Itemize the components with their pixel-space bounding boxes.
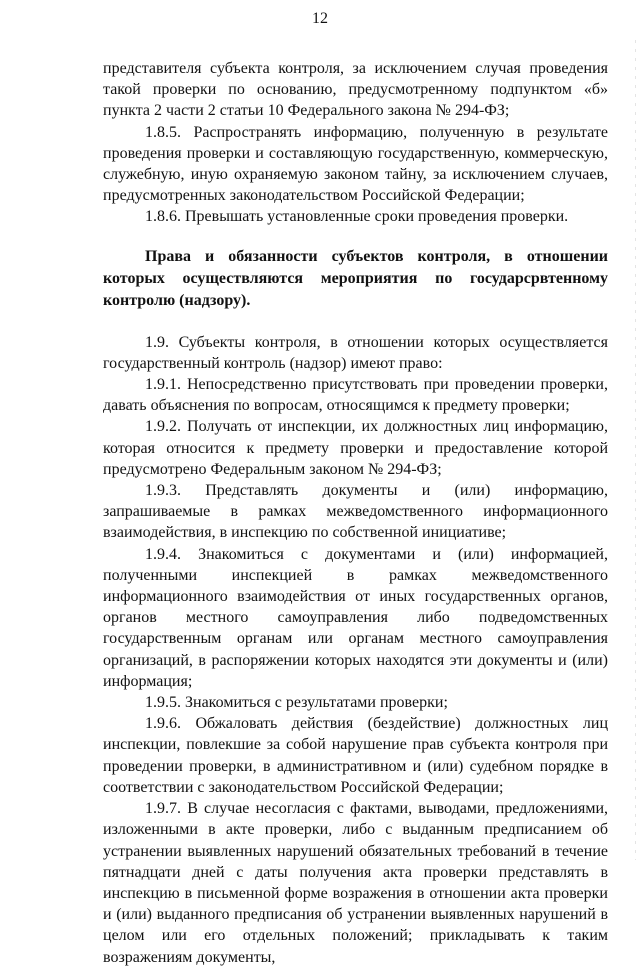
paragraph-1-9-6: 1.9.6. Обжаловать действия (бездействие) должностных лиц инспекции, повлекшие за собой нарушение прав субъекта контроля при проведении проверки, в административном и (или) судебном порядке в соответствии с законодательством Российской Федерации; [103,715,608,796]
document-body [103,58,608,968]
paragraph-1-8-5: 1.8.5. Распространять информацию, полученную в результате проведения проверки и составляющую государственную, коммерческую, служебную, иную охраняемую законом тайну, за исключением случаев, предусмотренных законодательством Российской Федерации; [103,123,608,205]
paragraph-1-8-6: 1.8.6. Превышать установленные сроки проведения проверки. [145,208,569,226]
paragraph-1-9-3: 1.9.3. Представлять документы и (или) информацию, запрашиваемые в рамках межведомственного информационного взаимодействия, в инспекцию по собственной инициативе; [103,482,608,542]
paragraph-1-9: 1.9. Субъекты контроля, в отношении которых осуществляется государственный контроль (надзор) имеют право: [103,333,608,372]
paragraph-1-9-7: 1.9.7. В случае несогласия с фактами, выводами, предложениями, изложенными в акте проверки, либо с выданным предписанием об устранении выявленных нарушений обязательных требований в течение пятнадцати дней с даты получения акта проверки представлять в инспекцию в письменной форме возражения в отношении акта проверки и (или) выданного предписания об устранении выявленных нарушений в целом или его отдельных положений; прикладывать к таким возражениям документы, [103,800,608,966]
page-number: 12 [312,10,328,27]
paragraph-1-9-1: 1.9.1. Непосредственно присутствовать при проведении проверки, давать объяснения по вопросам, относящимся к предмету проверки; [103,376,608,415]
scan-edge-artifact [635,40,636,860]
paragraph-continuation: представителя субъекта контроля, за исключением случая проведения такой проверки по основанию, предусмотренному подпунктом «б» пункта 2 части 2 статьи 10 Федерального закона № 294-ФЗ; [103,60,608,120]
paragraph-1-9-5: 1.9.5. Знакомиться с результатами проверки; [145,694,448,712]
paragraph-1-9-4: 1.9.4. Знакомиться с документами и (или) информацией, полученными инспекцией в рамках межведомственного информационного взаимодействия от иных государственных органов, органов местного самоуправления либо подведомственных государственным органам или органам местного самоуправления организаций, в распоряжении которых находятся эти документы и (или) информация; [103,545,608,690]
paragraph-1-9-2: 1.9.2. Получать от инспекции, их должностных лиц информацию, которая относится к предмету проверки и предоставление которой предусмотрено Федеральным законом № 294-ФЗ; [103,418,608,478]
section-heading: Права и обязанности субъектов контроля, в отношении которых осуществляются мероприятия по государсрвтенному контролю (надзору). [103,247,608,309]
